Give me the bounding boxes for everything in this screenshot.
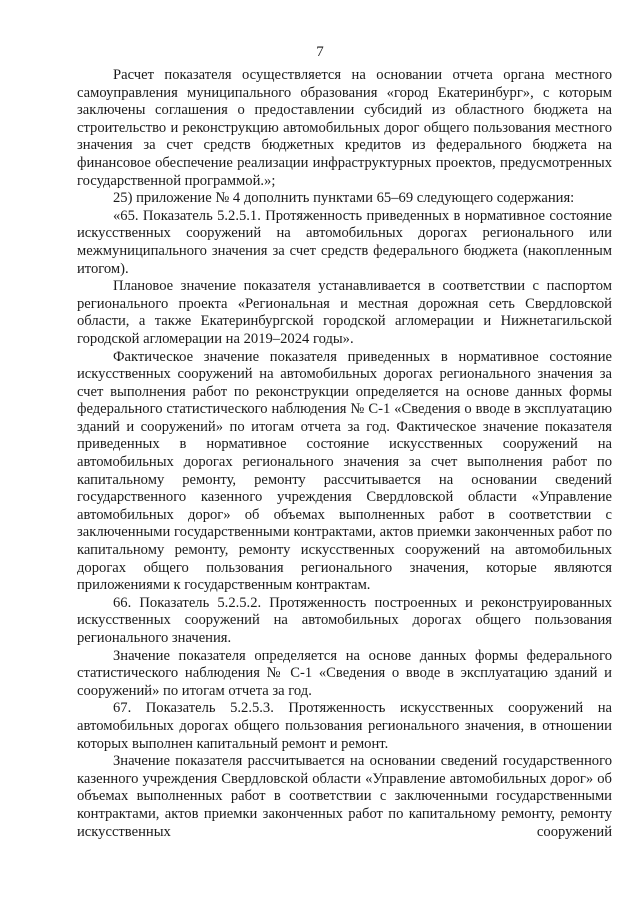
paragraph-actual-value: Фактическое значение показателя приведенных в нормативное состояние искусственных сооружений на автомобильных дорогах регионального значения за счет выполнения работ по реконструкции определяется на основе данных формы федерального статистического наблюдения № С-1 «Сведения о вводе в эксплуатацию зданий и сооружений» по итогам отчета за год. Фактическое значение показателя приведенных в нормативное состояние искусственных сооружений на автомобильных дорогах регионального значения за счет выполнения работ по капитальному ремонту, ремонту рассчитывается на основании сведений государственного казенного учреждения Свердловской области «Управление автомобильных дорог» об объемах выполненных работ в соответствии с заключенными государственными контрактами, актов приемки законченных работ по капитальному ремонту, ремонту искусственных сооружений на автомобильных дорогах общего пользования регионального значения, которые являются приложениями к государственным контрактам.	[77, 348, 612, 594]
paragraph-amendment-25: 25) приложение № 4 дополнить пунктами 65–69 следующего содержания:	[113, 190, 575, 207]
page-number: 7	[316, 44, 324, 60]
paragraph-indicator-65: «65. Показатель 5.2.5.1. Протяженность приведенных в нормативное состояние искусственных сооружений на автомобильных дорогах регионального или межмуниципального значения за счет средств федерального бюджета (накопленным итогом).	[77, 207, 612, 277]
paragraph-value-66: Значение показателя определяется на основе данных формы федерального статистического наблюдения № С-1 «Сведения о вводе в эксплуатацию зданий и сооружений» по итогам отчета за год.	[77, 647, 612, 699]
document-body	[77, 67, 612, 841]
paragraph-indicator-66: 66. Показатель 5.2.5.2. Протяженность построенных и реконструированных искусственных сооружений на автомобильных дорогах общего пользования регионального значения.	[77, 594, 612, 646]
paragraph-calculation-basis: Расчет показателя осуществляется на основании отчета органа местного самоуправления муниципального образования «город Екатеринбург», с которым заключены соглашения о предоставлении субсидий из областного бюджета на строительство и реконструкцию автомобильных дорог общего пользования местного значения за счет средств бюджетных кредитов из федерального бюджета на финансовое обеспечение реализации инфраструктурных проектов, предусмотренных государственной программой.»;	[77, 67, 612, 189]
paragraph-value-67: Значение показателя рассчитывается на основании сведений государственного казенного учреждения Свердловской области «Управление автомобильных дорог» об объемах выполненных работ в соответствии с заключенными государственными контрактами, актов приемки законченных работ по капитальному ремонту, ремонту искусственных сооружений	[77, 753, 612, 840]
paragraph-indicator-67: 67. Показатель 5.2.5.3. Протяженность искусственных сооружений на автомобильных дорогах общего пользования регионального значения, в отношении которых выполнен капитальный ремонт и ремонт.	[77, 700, 612, 752]
paragraph-planned-value: Плановое значение показателя устанавливается в соответствии с паспортом регионального проекта «Региональная и местная дорожная сеть Свердловской области, а также Екатеринбургской городской агломерации и Нижнетагильской городской агломерации на 2019–2024 годы».	[77, 278, 612, 347]
